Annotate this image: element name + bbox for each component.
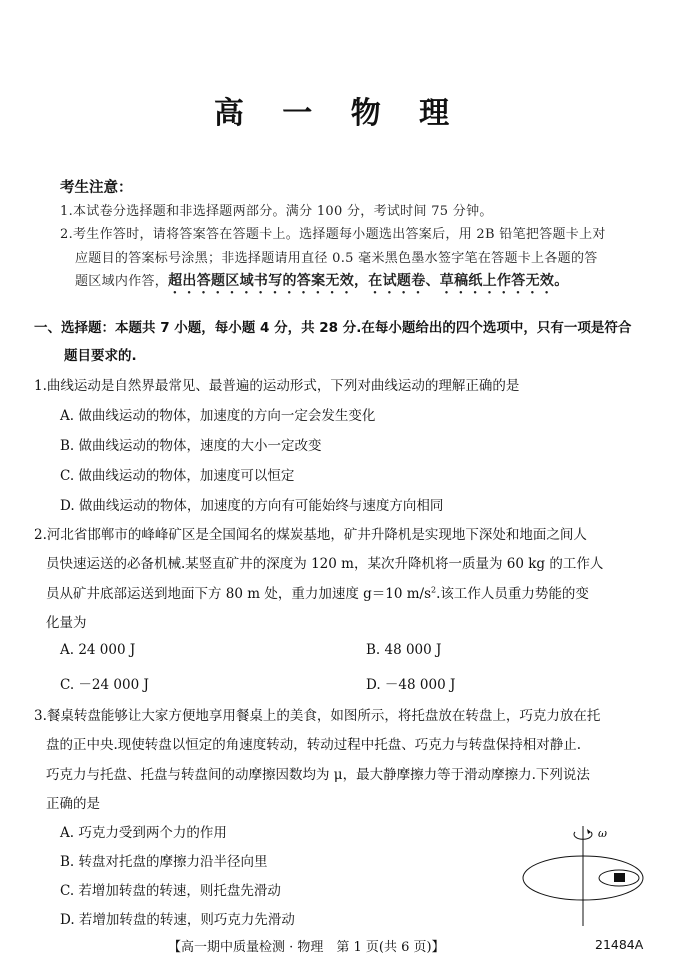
question-2-line-2: 员快速运送的必备机械.某竖直矿井的深度为 120 m，某次升降机将一质量为 60 kg 的工作人 [46, 556, 604, 572]
question-1-option-a: A. 做曲线运动的物体，加速度的方向一定会发生变化 [60, 408, 376, 424]
question-3-option-c: C. 若增加转盘的转速，则托盘先滑动 [60, 883, 281, 899]
turntable-figure [515, 820, 665, 930]
question-3-line-2: 盘的正中央.现使转盘以恒定的角速度转动，转动过程中托盘、巧克力与转盘保持相对静止. [46, 737, 582, 753]
notice-item-2-line-3-prefix: 题区域内作答， [75, 274, 169, 289]
arrow-head-icon [587, 829, 591, 834]
question-2-line-4: 化量为 [46, 615, 87, 631]
question-2-line-3-a: 员从矿井底部运送到地面下方 80 m 处，重力加速度 g＝10 m/s [46, 586, 432, 602]
question-2-line-3-b: .该工作人员重力势能的变 [436, 586, 589, 602]
section-heading: 一、选择题：本题共 7 小题，每小题 4 分，共 28 分.在每小题给出的四个选项中，只有一项是符合 [34, 320, 632, 336]
superscript: 2 [431, 585, 437, 595]
question-3-option-b: B. 转盘对托盘的摩擦力沿半径向里 [60, 854, 268, 870]
question-2-line-1: 2.河北省邯郸市的峰峰矿区是全国闻名的煤炭基地，矿井升降机是实现地下深处和地面之间人 [34, 527, 587, 543]
question-3-option-d: D. 若增加转盘的转速，则巧克力先滑动 [60, 912, 295, 928]
question-2-line-3 [46, 582, 589, 602]
notice-heading: 考生注意： [60, 180, 133, 196]
question-1-option-d: D. 做曲线运动的物体，加速度的方向有可能始终与速度方向相同 [60, 498, 444, 514]
question-3-line-4: 正确的是 [46, 796, 100, 812]
question-3-option-a: A. 巧克力受到两个力的作用 [60, 825, 227, 841]
question-2-option-b: B. 48 000 J [366, 642, 442, 658]
chocolate [614, 873, 625, 882]
question-2-option-d: D. －48 000 J [366, 677, 456, 693]
question-1-option-c: C. 做曲线运动的物体，加速度可以恒定 [60, 468, 295, 484]
section-heading-line-2: 题目要求的. [64, 348, 137, 364]
footer-code: 21484A [595, 937, 644, 952]
notice-item-2-line-1: 2.考生作答时，请将答案答在答题卡上。选择题每小题选出答案后，用 2B 铅笔把答题卡上对 [60, 227, 606, 242]
notice-item-1: 1.本试卷分选择题和非选择题两部分。满分 100 分，考试时间 75 分钟。 [60, 204, 493, 219]
notice-warning: 超出答题区域书写的答案无效，在试题卷、草稿纸上作答无效。 [168, 273, 569, 289]
notice-item-2-line-2: 应题目的答案标号涂黑；非选择题请用直径 0.5 毫米黑色墨水签字笔在答题卡上各题的答 [75, 251, 598, 266]
question-2-option-a: A. 24 000 J [60, 642, 136, 658]
page-title: 高 一 物 理 [213, 96, 464, 131]
omega-label: ω [598, 827, 607, 840]
footer-page-info: 【高一期中质量检测 · 物理 第 1 页(共 6 页)】 [168, 940, 445, 955]
notice-item-2-line-3 [75, 270, 569, 297]
question-3-line-1: 3.餐桌转盘能够让大家方便地享用餐桌上的美食，如图所示，将托盘放在转盘上，巧克力放在托 [34, 708, 601, 724]
question-1-option-b: B. 做曲线运动的物体，速度的大小一定改变 [60, 438, 322, 454]
question-2-option-c: C. －24 000 J [60, 677, 149, 693]
question-3-line-3: 巧克力与托盘、托盘与转盘间的动摩擦因数均为 μ，最大静摩擦力等于滑动摩擦力.下列说法 [46, 767, 590, 783]
question-1-stem: 1.曲线运动是自然界最常见、最普遍的运动形式，下列对曲线运动的理解正确的是 [34, 378, 520, 394]
